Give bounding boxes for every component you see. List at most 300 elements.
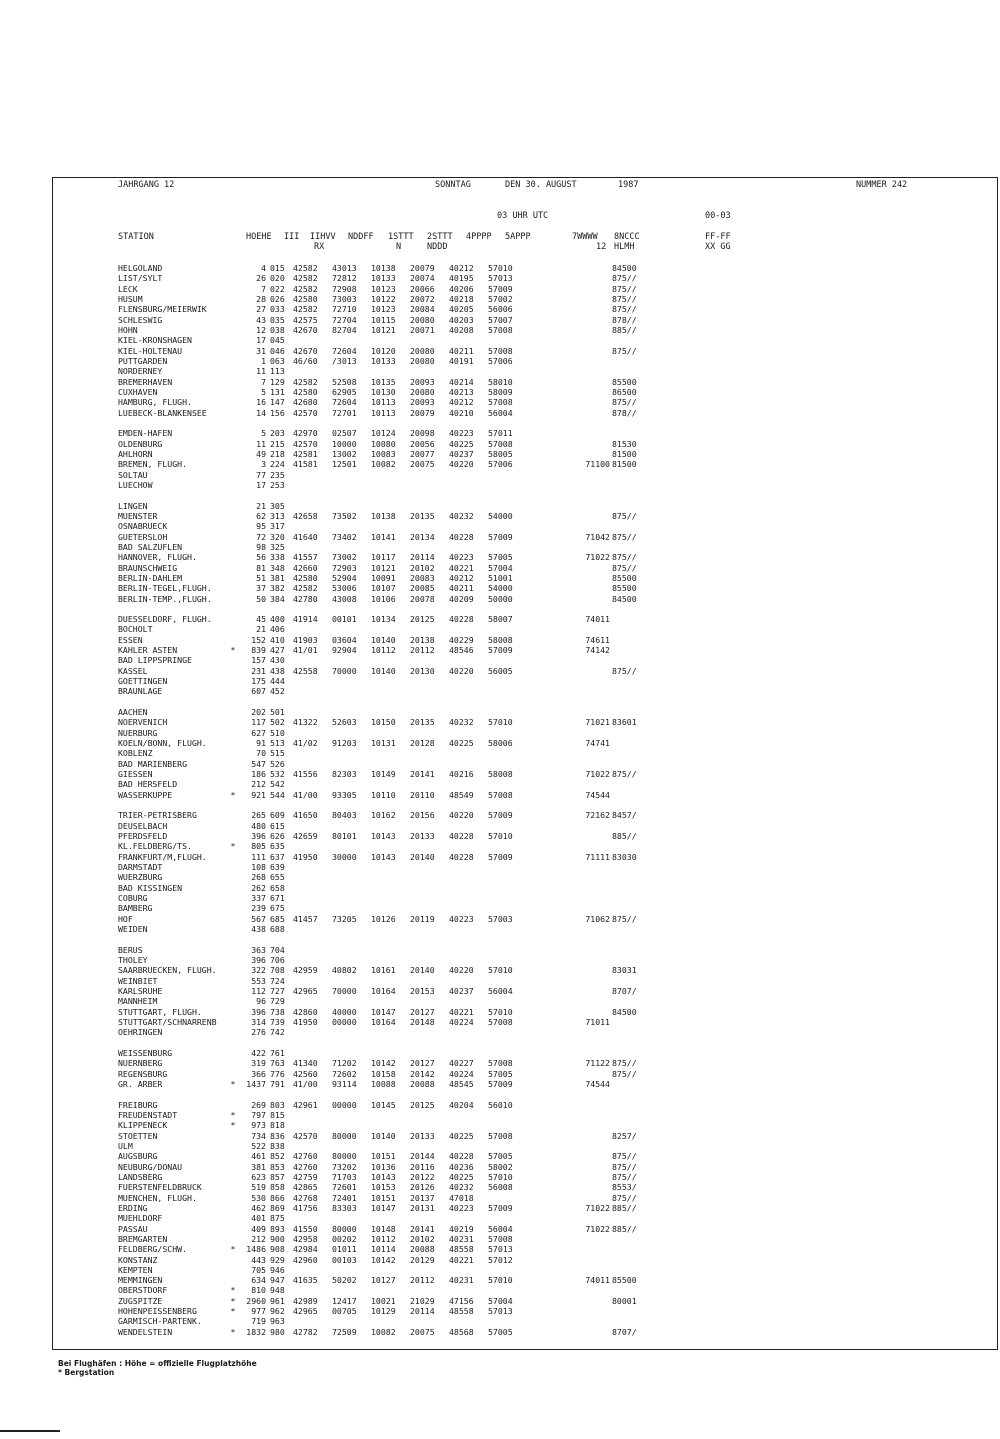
group-nddff: 70000	[332, 665, 357, 676]
group-8nccc: 81530	[612, 438, 637, 449]
station-name: LIST/SYLT	[118, 273, 163, 284]
station-height: 51	[256, 572, 266, 583]
table-row	[118, 263, 678, 273]
group-4pppp: 40228	[449, 851, 474, 862]
group-iihvv: 42580	[293, 386, 318, 397]
group-2sttt: 20079	[410, 407, 435, 418]
station-height: 973	[251, 1120, 266, 1131]
station-index: 325	[270, 541, 285, 552]
table-row	[118, 686, 678, 696]
group-1sttt: 10162	[371, 810, 396, 821]
station-name: SAARBRUECKEN, FLUGH.	[118, 965, 217, 976]
group-iihvv: 42865	[293, 1182, 318, 1193]
mountain-station-marker: *	[230, 1109, 236, 1120]
station-index: 542	[270, 779, 285, 790]
station-name: WEISSENBURG	[118, 1047, 173, 1058]
table-row	[118, 428, 678, 438]
table-row	[118, 304, 678, 314]
group-4pppp: 40208	[449, 324, 474, 335]
station-index: 866	[270, 1192, 285, 1203]
table-row	[118, 563, 678, 573]
group-1sttt: 10106	[371, 593, 396, 604]
group-5appp: 58008	[488, 634, 513, 645]
group-8nccc: 875//	[612, 769, 637, 780]
group-5appp: 57008	[488, 1058, 513, 1069]
table-row	[118, 852, 678, 862]
group-iihvv: 41756	[293, 1202, 318, 1213]
station-name: HUSUM	[118, 293, 143, 304]
station-index: 131	[270, 386, 285, 397]
group-nddff: 72509	[332, 1326, 357, 1337]
station-height: 26	[256, 273, 266, 284]
station-height: 186	[251, 769, 266, 780]
group-iihvv: 42670	[293, 324, 318, 335]
station-name: DARMSTADT	[118, 862, 163, 873]
group-2sttt: 20102	[410, 1233, 435, 1244]
group-2sttt: 20079	[410, 263, 435, 273]
station-index: 022	[270, 283, 285, 294]
group-8nccc: 83030	[612, 851, 637, 862]
group-nddff: 73502	[332, 510, 357, 521]
station-index: 708	[270, 965, 285, 976]
mountain-station-marker: *	[230, 1120, 236, 1131]
station-index: 609	[270, 810, 285, 821]
mountain-station-marker: *	[230, 1244, 236, 1255]
group-7wwww: 72162	[585, 810, 610, 821]
station-name: HANNOVER, FLUGH.	[118, 552, 197, 563]
group-2sttt: 20110	[410, 789, 435, 800]
col-station-header: STATION	[118, 232, 154, 242]
station-index: 688	[270, 924, 285, 934]
station-index: 235	[270, 469, 285, 480]
table-row	[118, 480, 678, 490]
station-name: ULM	[118, 1140, 133, 1151]
station-index: 384	[270, 593, 285, 604]
group-iihvv: 41/00	[293, 1078, 318, 1089]
group-5appp: 57010	[488, 1171, 513, 1182]
station-height: 91	[256, 738, 266, 749]
group-1sttt: 10123	[371, 304, 396, 315]
table-row	[118, 965, 678, 975]
station-name: BERLIN-TEGEL,FLUGH.	[118, 583, 212, 594]
group-nddff: 73402	[332, 531, 357, 542]
station-height: 157	[251, 655, 266, 666]
group-nddff: 13002	[332, 448, 357, 459]
group-iihvv: 41340	[293, 1058, 318, 1069]
group-2sttt: 20077	[410, 448, 435, 459]
station-name: ZUGSPITZE	[118, 1295, 163, 1306]
table-row	[118, 914, 678, 924]
station-height: 212	[251, 1233, 266, 1244]
group-1sttt: 10164	[371, 985, 396, 996]
station-index: 532	[270, 769, 285, 780]
station-index: 742	[270, 1027, 285, 1038]
group-iihvv: 42575	[293, 314, 318, 325]
group-1sttt: 10083	[371, 448, 396, 459]
station-height: 7	[261, 283, 266, 294]
station-name: KEMPTEN	[118, 1264, 153, 1275]
station-index: 655	[270, 872, 285, 883]
group-nddff: 72401	[332, 1192, 357, 1203]
station-height: 231	[251, 665, 266, 676]
group-5appp: 57010	[488, 831, 513, 842]
station-name: FREUDENSTADT	[118, 1109, 178, 1120]
station-index: 946	[270, 1264, 285, 1275]
station-name: NEUBURG/DONAU	[118, 1161, 183, 1172]
col-2sttt-header: 2STTT	[427, 232, 453, 242]
station-name: BERLIN-TEMP.,FLUGH.	[118, 593, 212, 604]
station-name: NORDERNEY	[118, 366, 163, 377]
group-4pppp: 40210	[449, 407, 474, 418]
station-name: ERDING	[118, 1202, 148, 1213]
table-row	[118, 521, 678, 531]
table-row	[118, 449, 678, 459]
station-name: PASSAU	[118, 1223, 148, 1234]
group-8nccc: 81500	[612, 459, 637, 470]
station-height: 977	[251, 1306, 266, 1317]
group-nddff: 73003	[332, 293, 357, 304]
station-table	[118, 263, 678, 1337]
station-index: 045	[270, 335, 285, 346]
station-height: 72	[256, 531, 266, 542]
station-index: 156	[270, 407, 285, 418]
group-7wwww: 71111	[585, 851, 610, 862]
group-5appp: 57011	[488, 428, 513, 439]
station-height: 314	[251, 1016, 266, 1027]
station-height: 553	[251, 975, 266, 986]
station-height: 839	[251, 645, 266, 656]
group-8nccc: 875//	[612, 665, 637, 676]
station-height: 21	[256, 500, 266, 511]
table-row	[118, 1213, 678, 1223]
group-1sttt: 10131	[371, 738, 396, 749]
group-2sttt: 20088	[410, 1078, 435, 1089]
station-index: 815	[270, 1109, 285, 1120]
observation-time: 03 UHR UTC	[497, 211, 549, 221]
group-5appp: 57006	[488, 355, 513, 366]
station-height: 530	[251, 1192, 266, 1203]
group-2sttt: 20112	[410, 1275, 435, 1286]
group-5appp: 57008	[488, 345, 513, 356]
group-2sttt: 20116	[410, 1161, 435, 1172]
group-2sttt: 20140	[410, 965, 435, 976]
group-5appp: 56004	[488, 1223, 513, 1234]
station-index: 430	[270, 655, 285, 666]
group-1sttt: 10150	[371, 717, 396, 728]
group-4pppp: 40216	[449, 769, 474, 780]
col-2sttt-subheader: NDDD	[427, 242, 448, 252]
table-row	[118, 934, 678, 944]
group-1sttt: 10147	[371, 1202, 396, 1213]
group-5appp: 57013	[488, 1306, 513, 1317]
station-name: REGENSBURG	[118, 1068, 168, 1079]
station-height: 96	[256, 996, 266, 1007]
station-height: 810	[251, 1285, 266, 1296]
station-index: 338	[270, 552, 285, 563]
group-2sttt: 20114	[410, 1306, 435, 1317]
station-name: LINGEN	[118, 500, 148, 511]
group-2sttt: 20080	[410, 345, 435, 356]
col-iii-header: III	[284, 232, 300, 242]
group-8nccc: 84500	[612, 593, 637, 604]
table-row	[118, 418, 678, 428]
station-index: 020	[270, 273, 285, 284]
group-4pppp: 40204	[449, 1099, 474, 1110]
group-8nccc: 85500	[612, 572, 637, 583]
group-4pppp: 40228	[449, 614, 474, 625]
group-1sttt: 10121	[371, 562, 396, 573]
table-row	[118, 1224, 678, 1234]
station-index: 317	[270, 521, 285, 532]
group-8nccc: 875//	[612, 273, 637, 284]
station-name: KIEL-KRONSHAGEN	[118, 335, 192, 346]
station-name: GIESSEN	[118, 769, 153, 780]
station-name: MUEHLDORF	[118, 1213, 163, 1224]
station-height: 212	[251, 779, 266, 790]
table-row	[118, 594, 678, 604]
table-row	[118, 666, 678, 676]
group-2sttt: 20075	[410, 1326, 435, 1337]
table-row	[118, 1172, 678, 1182]
station-name: AACHEN	[118, 707, 148, 718]
station-height: 14	[256, 407, 266, 418]
station-index: 452	[270, 686, 285, 697]
group-2sttt: 20128	[410, 738, 435, 749]
group-7wwww: 71011	[585, 1016, 610, 1027]
station-name: KLIPPENECK	[118, 1120, 168, 1131]
group-2sttt: 20126	[410, 1182, 435, 1193]
station-index: 526	[270, 758, 285, 769]
group-1sttt: 10145	[371, 1099, 396, 1110]
group-8nccc: 83601	[612, 717, 637, 728]
station-index: 869	[270, 1202, 285, 1213]
col-8nccc-header: 8NCCC	[614, 232, 640, 242]
station-index: 858	[270, 1182, 285, 1193]
group-nddff: 72704	[332, 314, 357, 325]
col-nddff-header: NDDFF	[348, 232, 374, 242]
group-iihvv: 41556	[293, 769, 318, 780]
station-height: 627	[251, 727, 266, 738]
station-name: CUXHAVEN	[118, 386, 158, 397]
group-5appp: 57008	[488, 1130, 513, 1141]
station-index: 400	[270, 614, 285, 625]
group-iihvv: 42582	[293, 283, 318, 294]
station-index: 038	[270, 324, 285, 335]
station-index: 224	[270, 459, 285, 470]
group-1sttt: 10143	[371, 1171, 396, 1182]
table-row	[118, 831, 678, 841]
group-1sttt: 10151	[371, 1151, 396, 1162]
station-height: 11	[256, 438, 266, 449]
station-name: LANDSBERG	[118, 1171, 163, 1182]
station-height: 547	[251, 758, 266, 769]
station-index: 893	[270, 1223, 285, 1234]
group-1sttt: 10112	[371, 645, 396, 656]
group-4pppp: 40221	[449, 1006, 474, 1017]
station-index: 501	[270, 707, 285, 718]
station-index: 218	[270, 448, 285, 459]
group-8nccc: 885//	[612, 324, 637, 335]
station-height: 112	[251, 985, 266, 996]
station-height: 734	[251, 1130, 266, 1141]
station-name: MANNHEIM	[118, 996, 158, 1007]
station-name: SOLTAU	[118, 469, 148, 480]
station-height: 175	[251, 676, 266, 687]
group-2sttt: 20080	[410, 355, 435, 366]
station-name: KOELN/BONN, FLUGH.	[118, 738, 207, 749]
group-nddff: 72601	[332, 1182, 357, 1193]
group-2sttt: 20141	[410, 769, 435, 780]
station-index: 727	[270, 985, 285, 996]
group-8nccc: 85500	[612, 1275, 637, 1286]
group-2sttt: 20084	[410, 304, 435, 315]
group-nddff: 00202	[332, 1233, 357, 1244]
group-4pppp: 40225	[449, 438, 474, 449]
group-2sttt: 21029	[410, 1295, 435, 1306]
table-row	[118, 552, 678, 562]
group-5appp: 58002	[488, 1161, 513, 1172]
group-8nccc: 8707/	[612, 985, 637, 996]
station-index: 502	[270, 717, 285, 728]
group-5appp: 56010	[488, 1099, 513, 1110]
table-row	[118, 490, 678, 500]
group-2sttt: 20131	[410, 1202, 435, 1213]
group-8nccc: 875//	[612, 283, 637, 294]
group-8nccc: 81500	[612, 448, 637, 459]
station-index: 763	[270, 1058, 285, 1069]
group-iihvv: 41550	[293, 1223, 318, 1234]
group-5appp: 57013	[488, 1244, 513, 1255]
group-nddff: 72701	[332, 407, 357, 418]
group-4pppp: 40236	[449, 1161, 474, 1172]
col-4pppp-header: 4PPPP	[466, 232, 492, 242]
group-1sttt: 10120	[371, 345, 396, 356]
group-8nccc: 878//	[612, 407, 637, 418]
group-iihvv: 42582	[293, 583, 318, 594]
group-5appp: 56004	[488, 407, 513, 418]
station-index: 961	[270, 1295, 285, 1306]
group-2sttt: 20071	[410, 324, 435, 335]
station-height: 519	[251, 1182, 266, 1193]
jahrgang-label: JAHRGANG 12	[118, 180, 175, 190]
group-4pppp: 40212	[449, 397, 474, 408]
station-height: 12	[256, 324, 266, 335]
station-height: 239	[251, 903, 266, 914]
group-4pppp: 40229	[449, 634, 474, 645]
group-1sttt: 10113	[371, 397, 396, 408]
group-4pppp: 40221	[449, 562, 474, 573]
group-8nccc: 875//	[612, 293, 637, 304]
station-name: HELGOLAND	[118, 263, 163, 273]
group-4pppp: 40214	[449, 376, 474, 387]
table-row	[118, 315, 678, 325]
group-2sttt: 20066	[410, 283, 435, 294]
table-row	[118, 604, 678, 614]
group-2sttt: 20153	[410, 985, 435, 996]
group-2sttt: 20083	[410, 572, 435, 583]
table-row	[118, 1316, 678, 1326]
station-height: 5	[261, 386, 266, 397]
group-1sttt: 10140	[371, 1130, 396, 1141]
table-row	[118, 1048, 678, 1058]
table-row	[118, 635, 678, 645]
group-nddff: 80101	[332, 831, 357, 842]
group-5appp: 58006	[488, 738, 513, 749]
group-nddff: 73002	[332, 552, 357, 563]
group-5appp: 58009	[488, 386, 513, 397]
group-nddff: 53006	[332, 583, 357, 594]
table-row	[118, 470, 678, 480]
group-nddff: 00103	[332, 1254, 357, 1265]
group-1sttt: 10133	[371, 273, 396, 284]
station-index: 635	[270, 841, 285, 852]
table-row	[118, 1058, 678, 1068]
station-name: NUERBURG	[118, 727, 158, 738]
group-nddff: 01011	[332, 1244, 357, 1255]
group-5appp: 57005	[488, 1151, 513, 1162]
group-nddff: 72710	[332, 304, 357, 315]
station-index: 381	[270, 572, 285, 583]
group-8nccc: 85500	[612, 583, 637, 594]
group-8nccc: 84500	[612, 263, 637, 273]
group-iihvv: 42759	[293, 1171, 318, 1182]
station-height: 269	[251, 1099, 266, 1110]
station-index: 427	[270, 645, 285, 656]
station-height: 3	[261, 459, 266, 470]
group-5appp: 57009	[488, 851, 513, 862]
group-7wwww: 71100	[585, 459, 610, 470]
table-row	[118, 1027, 678, 1037]
group-iihvv: 42680	[293, 397, 318, 408]
group-iihvv: 41/02	[293, 738, 318, 749]
station-index: 035	[270, 314, 285, 325]
group-5appp: 57007	[488, 314, 513, 325]
group-iihvv: 42582	[293, 263, 318, 273]
group-2sttt: 20093	[410, 376, 435, 387]
station-name: GR. ARBER	[118, 1078, 163, 1089]
table-row	[118, 1162, 678, 1172]
group-nddff: 80000	[332, 1151, 357, 1162]
group-2sttt: 20085	[410, 583, 435, 594]
group-iihvv: 41/01	[293, 645, 318, 656]
station-height: 5	[261, 428, 266, 439]
group-1sttt: 10161	[371, 965, 396, 976]
group-5appp: 57009	[488, 1202, 513, 1213]
group-1sttt: 10117	[371, 552, 396, 563]
group-2sttt: 20112	[410, 645, 435, 656]
station-height: 28	[256, 293, 266, 304]
group-4pppp: 48546	[449, 645, 474, 656]
group-nddff: 02507	[332, 428, 357, 439]
station-name: KL.FELDBERG/TS.	[118, 841, 192, 852]
table-row	[118, 439, 678, 449]
station-name: STUTTGART, FLUGH.	[118, 1006, 202, 1017]
group-nddff: 82704	[332, 324, 357, 335]
station-index: 046	[270, 345, 285, 356]
station-index: 761	[270, 1047, 285, 1058]
station-height: 152	[251, 634, 266, 645]
group-1sttt: 10134	[371, 614, 396, 625]
group-1sttt: 10130	[371, 386, 396, 397]
station-index: 980	[270, 1326, 285, 1337]
table-row	[118, 335, 678, 345]
station-name: FREIBURG	[118, 1099, 158, 1110]
station-name: BAD SALZUFLEN	[118, 541, 183, 552]
station-name: LECK	[118, 283, 138, 294]
table-row	[118, 273, 678, 283]
group-4pppp: 47156	[449, 1295, 474, 1306]
group-nddff: 82303	[332, 769, 357, 780]
